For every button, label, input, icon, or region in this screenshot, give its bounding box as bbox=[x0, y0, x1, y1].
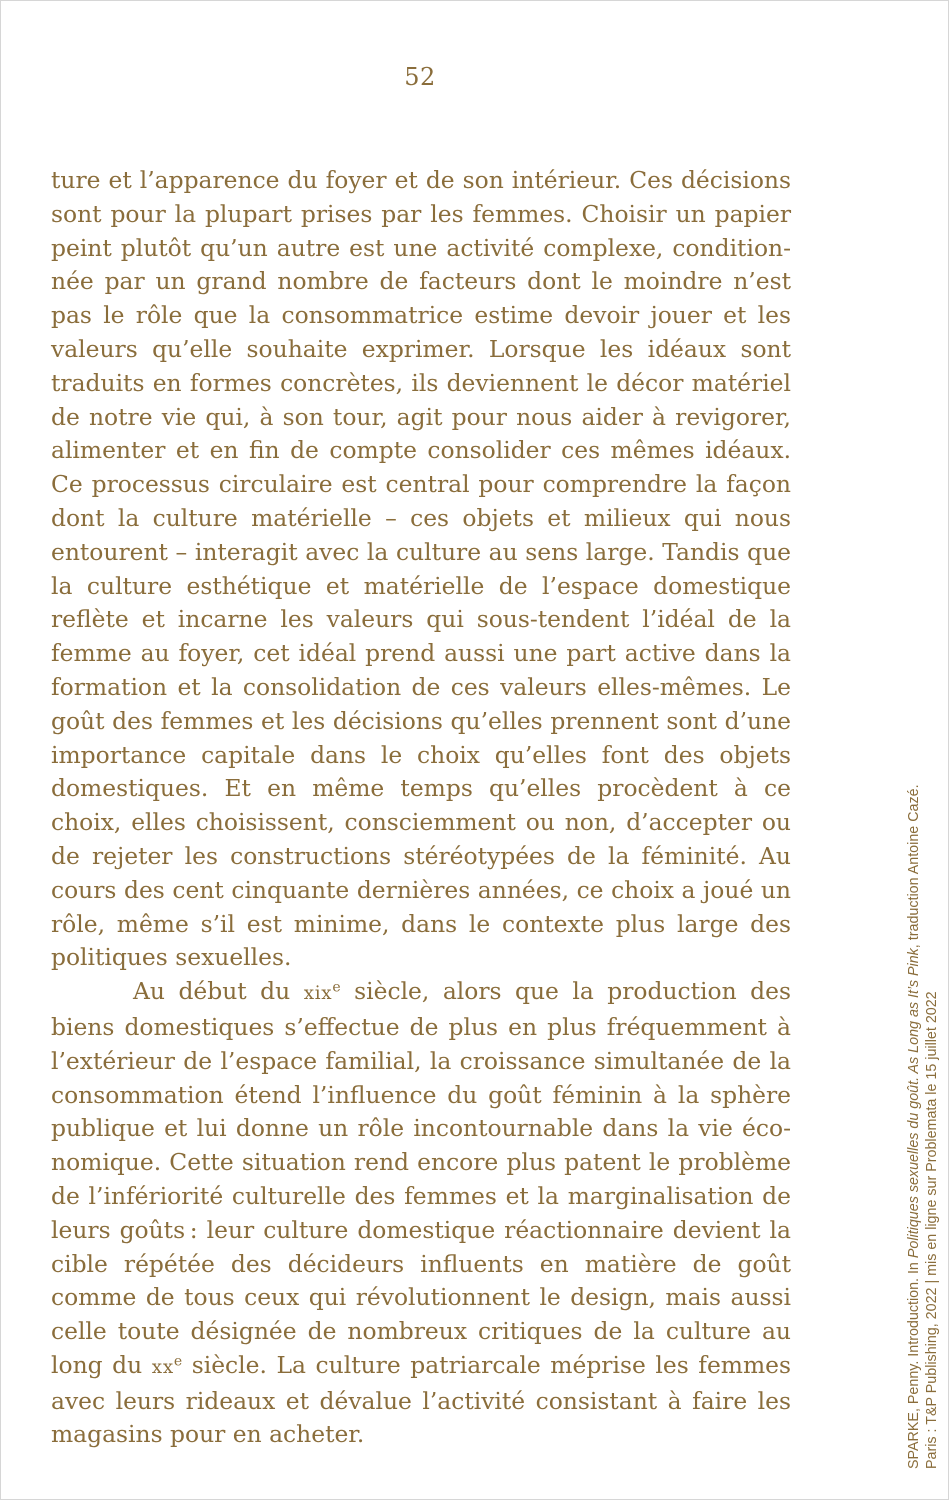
century-ordinal: e bbox=[173, 1353, 183, 1370]
century-numeral: xix bbox=[303, 983, 333, 1005]
paragraph-2-middle: siècle, alors que la production des biens domestiques s’effectue de plus en plus fréquemment à l’extérieur de l’espace familial, la croissance simultanée de la consommation étend l’influence du goût féminin à la sphère publique et lui donne un rôle incontournable dans la vie économique. Cette situation rend encore plus patent le problème de l’infériorité culturelle des femmes et la marginalisation de leurs goûts : leur culture domestique réactionnaire devient la cible répétée des décideurs influents en matière de goût comme de tous ceux qui révolutionnent le design, mais aussi celle toute désignée de nombreux critiques de la culture au long du bbox=[51, 977, 791, 1379]
citation-line-1 bbox=[906, 669, 924, 1469]
citation-author: SPARKE, Penny. Introduction. In bbox=[906, 1258, 922, 1469]
paragraph-2 bbox=[51, 975, 791, 1452]
citation-translator: , traduction Antoine Cazé. bbox=[906, 784, 922, 949]
citation-line-2: Paris : T&P Publishing, 2022 | mis en ligne sur Problemata le 15 juillet 2022 bbox=[923, 991, 940, 1469]
paragraph-2-opening: Au début du bbox=[133, 977, 304, 1006]
body-text bbox=[51, 164, 791, 1452]
citation-title: Politiques sexuelles du goût. As Long as It’s Pink bbox=[906, 948, 922, 1259]
paragraph-2-closing: siècle. La culture patriarcale méprise les femmes avec leurs rideaux et dévalue l’activité consistant à faire les magasins pour en acheter. bbox=[51, 1350, 791, 1449]
source-citation bbox=[906, 669, 941, 1469]
century-ordinal: e bbox=[332, 979, 341, 996]
century-numeral: xx bbox=[151, 1356, 174, 1378]
paragraph-1: ture et l’apparence du foyer et de son intérieur. Ces décisions sont pour la plupart prises par les femmes. Choisir un papier peint plutôt qu’un autre est une activité complexe, conditionnée par un grand nombre de facteurs dont le moindre n’est pas le rôle que la consommatrice estime devoir jouer et les valeurs qu’elle souhaite exprimer. Lorsque les idéaux sont traduits en formes concrètes, ils deviennent le décor matériel de notre vie qui, à son tour, agit pour nous aider à revigorer, alimenter et en fin de compte consolider ces mêmes idéaux. Ce processus circulaire est central pour comprendre la façon dont la culture matérielle – ces objets et milieux qui nous entourent – interagit avec la culture au sens large. Tandis que la culture esthétique et matérielle de l’espace domestique reflète et incarne les valeurs qui sous-tendent l’idéal de la femme au foyer, cet idéal prend aussi une part active dans la formation et la consolidation de ces valeurs elles-mêmes. Le goût des femmes et les décisions qu’elles prennent sont d’une importance capitale dans le choix qu’elles font des objets domestiques. Et en même temps qu’elles procèdent à ce choix, elles choisissent, consciemment ou non, d’accepter ou de rejeter les constructions stéréotypées de la féminité. Au cours des cent cinquante dernières années, ce choix a joué un rôle, même s’il est minime, dans le contexte plus large des politiques sexuelles. bbox=[51, 166, 791, 972]
page-number: 52 bbox=[404, 63, 436, 91]
